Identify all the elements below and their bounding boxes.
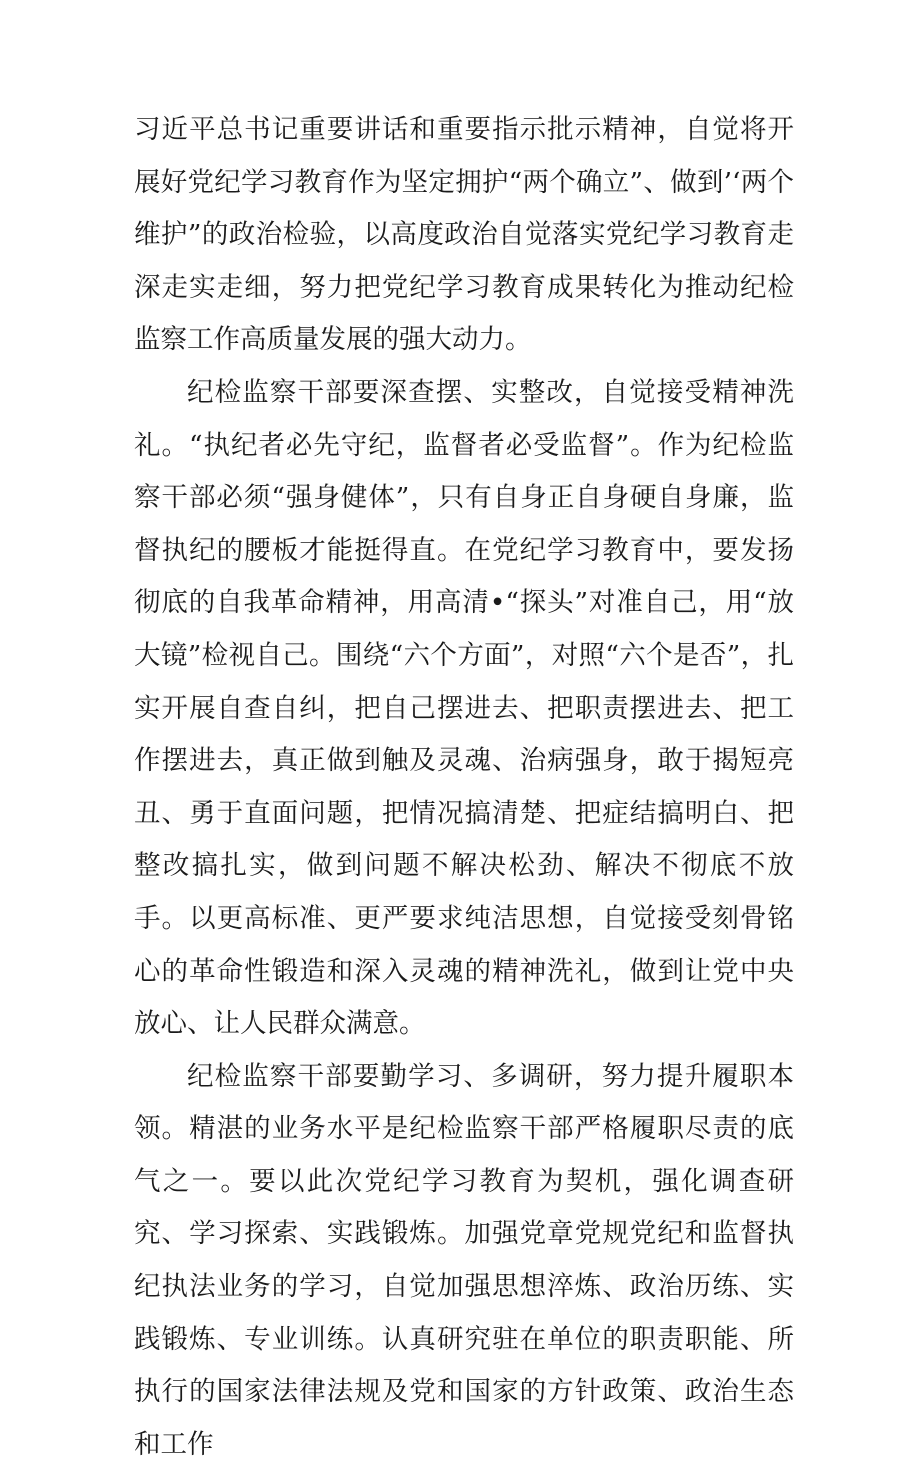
paragraph-2: 纪检监察干部要深查摆、实整改，自觉接受精神洗礼。“执纪者必先守纪，监督者必受监督”。作为纪检监察干部必须“强身健体”，只有自身正自身硬自身廉，监督执纪的腰板才能挺得直。在党纪学习教育中，要发扬彻底的自我革命精神，用高清•“探头”对准自己，用“放大镜”检视自己。围绕“六个方面”，对照“六个是否”，扎实开展自查自纠，把自己摆进去、把职责摆进去、把工作摆进去，真正做到触及灵魂、治病强身，敢于揭短亮丑、勇于直面问题，把情况搞清楚、把症结搞明白、把整改搞扎实，做到问题不解决松劲、解决不彻底不放手。以更高标准、更严要求纯洁思想，自觉接受刻骨铭心的革命性锻造和深入灵魂的精神洗礼，做到让党中央放心、让人民群众满意。 xyxy=(134,376,794,1040)
body-text xyxy=(134,104,794,1471)
paragraph-1: 习近平总书记重要讲话和重要指示批示精神，自觉将开展好党纪学习教育作为坚定拥护“两个确立”、做到’‘两个维护”的政治检验，以高度政治自觉落实党纪学习教育走深走实走细，努力把党纪学习教育成果转化为推动纪检监察工作高质量发展的强大动力。 xyxy=(134,114,794,356)
paragraph-3: 纪检监察干部要勤学习、多调研，努力提升履职本领。精湛的业务水平是纪检监察干部严格履职尽责的底气之一。要以此次党纪学习教育为契机，强化调查研究、学习探索、实践锻炼。加强党章党规党纪和监督执纪执法业务的学习，自觉加强思想淬炼、政治历练、实践锻炼、专业训练。认真研究驻在单位的职责职能、所执行的国家法律法规及党和国家的方针政策、政治生态和工作 xyxy=(134,1060,794,1460)
